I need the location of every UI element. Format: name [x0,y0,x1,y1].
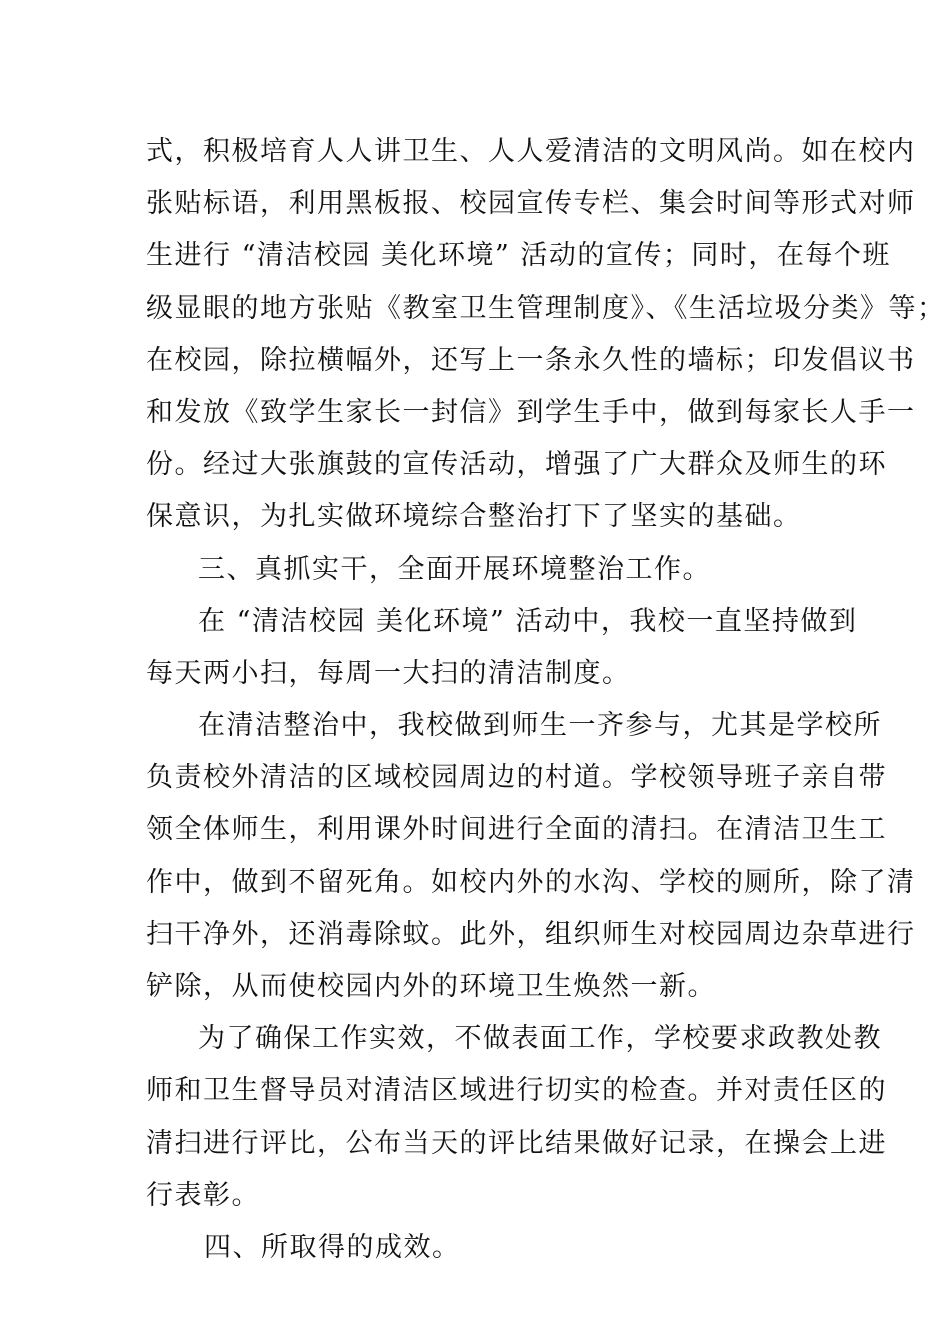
section-heading: 四、所取得的成效。 [204,1231,461,1263]
body-line: 生进行 “清洁校园 美化环境” 活动的宣传；同时，在每个班 [146,240,891,272]
body-line: 负责校外清洁的区域校园周边的村道。学校领导班子亲自带 [146,762,887,794]
body-line: 级显眼的地方张贴《教室卫生管理制度》、《生活垃圾分类》等； [146,292,946,324]
body-line: 铲除，从而使校园内外的环境卫生焕然一新。 [146,971,716,1002]
body-line: 份。经过大张旗鼓的宣传活动，增强了广大群众及师生的环 [146,449,887,481]
paragraph-first-line: 在清洁整治中，我校做到师生一齐参与，尤其是学校所 [198,710,882,742]
body-line: 在校园，除拉横幅外，还写上一条永久性的墙标；印发倡议书 [146,344,916,376]
body-line: 张贴标语，利用黑板报、校园宣传专栏、集会时间等形式对师 [146,188,916,220]
paragraph-first-line: 在 “清洁校园 美化环境” 活动中，我校一直坚持做到 [198,605,858,637]
body-line: 清扫进行评比，公布当天的评比结果做好记录，在操会上进 [146,1127,887,1159]
body-line: 行表彰。 [146,1179,260,1211]
body-line: 每天两小扫，每周一大扫的清洁制度。 [146,657,631,689]
body-line: 和发放《致学生家长一封信》到学生手中，做到每家长人手一 [146,396,916,428]
body-line: 师和卫生督导员对清洁区域进行切实的检查。并对责任区的 [146,1075,887,1107]
body-line: 领全体师生，利用课外时间进行全面的清扫。在清洁卫生工 [146,814,887,846]
body-line: 扫干净外，还消毒除蚊。此外，组织师生对校园周边杂草进行 [146,918,916,950]
body-line: 式，积极培育人人讲卫生、人人爱清洁的文明风尚。如在校内 [146,136,916,167]
body-line: 作中，做到不留死角。如校内外的水沟、学校的厕所，除了清 [146,866,916,898]
paragraph-first-line: 为了确保工作实效，不做表面工作，学校要求政教处教 [198,1023,882,1055]
document-body [146,126,946,1274]
body-line: 保意识，为扎实做环境综合整治打下了坚实的基础。 [146,501,802,533]
section-heading: 三、真抓实干，全面开展环境整治工作。 [198,553,711,585]
